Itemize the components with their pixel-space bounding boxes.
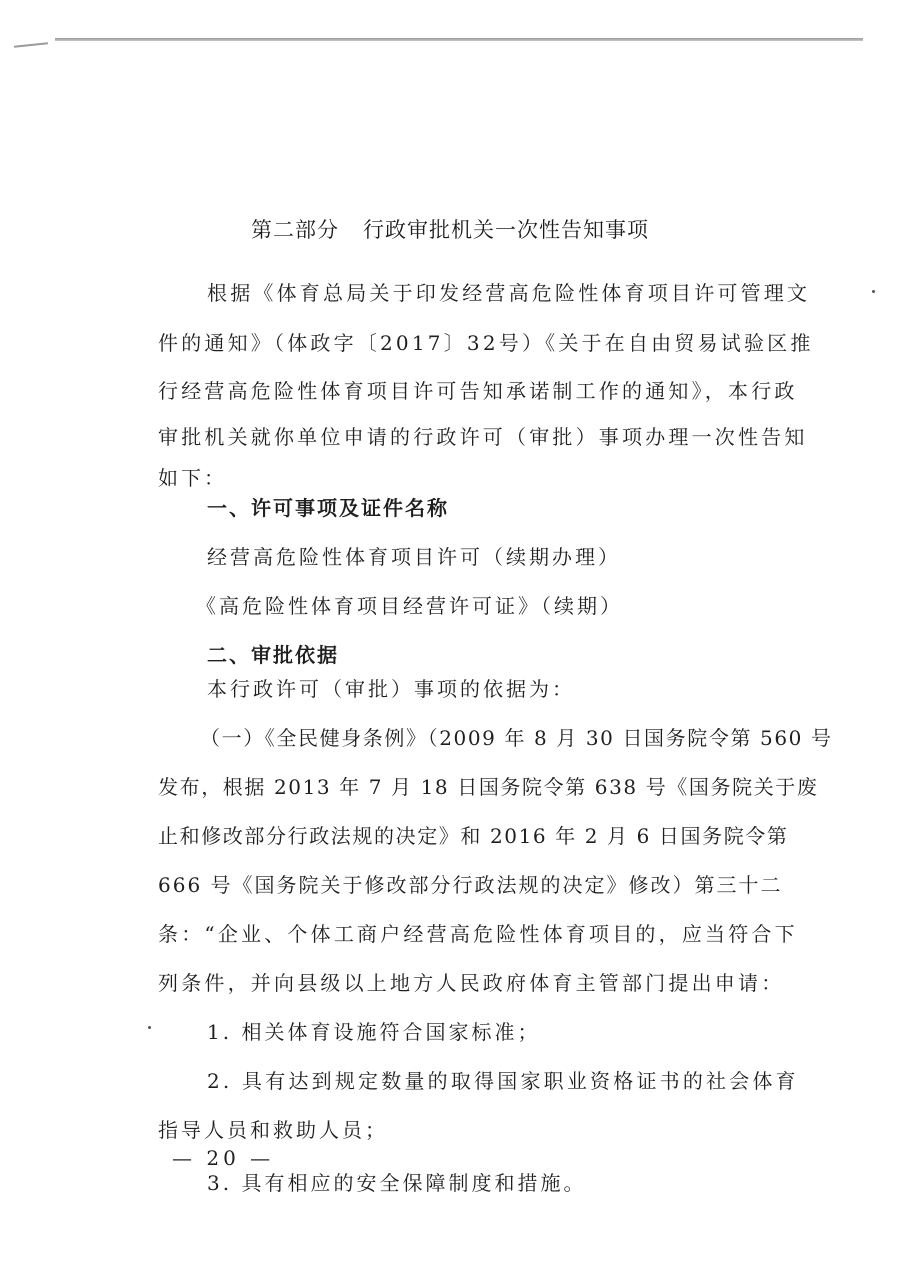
scan-speck [872, 290, 875, 293]
scan-top-rule [55, 38, 863, 41]
basis-line: 列条件，并向县级以上地方人民政府体育主管部门提出申请： [158, 971, 785, 995]
intro-line: 如下： [158, 466, 227, 490]
scan-speck [148, 1026, 151, 1029]
condition-item: 3. 具有相应的安全保障制度和措施。 [207, 1171, 587, 1195]
intro-line: 行经营高危险性体育项目许可告知承诺制工作的通知》，本行政 [158, 379, 798, 403]
intro-line: 审批机关就你单位申请的行政许可（审批）事项办理一次性告知 [158, 425, 808, 449]
intro-line: 根据《体育总局关于印发经营高危险性体育项目许可管理文 [207, 281, 811, 305]
condition-item: 2. 具有达到规定数量的取得国家职业资格证书的社会体育 [207, 1069, 799, 1093]
section2-intro: 本行政许可（审批）事项的依据为： [207, 677, 575, 701]
basis-line: 条：“企业、个体工商户经营高危险性体育项目的，应当符合下 [158, 922, 798, 946]
section2-heading: 二、审批依据 [207, 643, 339, 667]
basis-line: 666 号《国务院关于修改部分行政法规的决定》修改）第三十二 [158, 873, 783, 897]
title-name: 行政审批机关一次性告知事项 [363, 218, 649, 242]
section1-item: 经营高危险性体育项目许可（续期办理） [207, 545, 621, 569]
basis-line: 发布，根据 2013 年 7 月 18 日国务院令第 638 号《国务院关于废 [158, 775, 819, 799]
intro-line: 件的通知》（体政字〔2017〕32号）《关于在自由贸易试验区推 [158, 331, 814, 355]
section1-item: 《高危险性体育项目经营许可证》（续期） [196, 594, 623, 618]
page-title [0, 214, 900, 244]
page-number: — 20 — [172, 1146, 275, 1170]
basis-line: （一）《全民健身条例》（2009 年 8 月 30 日国务院令第 560 号 [200, 726, 833, 750]
basis-line: 止和修改部分行政法规的决定》和 2016 年 2 月 6 日国务院令第 [158, 824, 789, 848]
section1-heading: 一、许可事项及证件名称 [207, 496, 449, 520]
title-part: 第二部分 [251, 218, 339, 242]
condition-item-cont: 指导人员和救助人员； [158, 1118, 388, 1142]
condition-item: 1. 相关体育设施符合国家标准； [207, 1020, 541, 1044]
scan-corner-mark [14, 42, 48, 48]
